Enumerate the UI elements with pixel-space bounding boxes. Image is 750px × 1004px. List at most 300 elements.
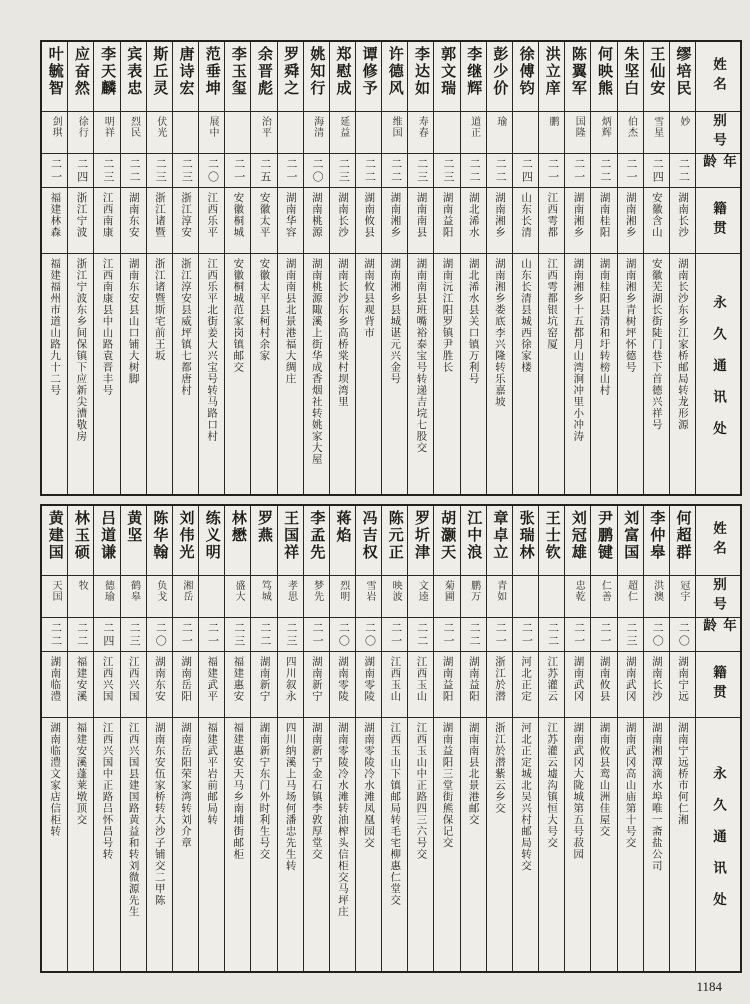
entry-native-place: 湖南益阳	[467, 656, 479, 702]
entry-age-cell	[173, 154, 198, 188]
entry-name: 缪培民	[674, 46, 691, 97]
entry-name: 张瑞林	[517, 510, 534, 561]
entry-alias-cell	[330, 112, 355, 154]
entry-age: 二三	[232, 622, 245, 648]
entry-address-cell	[513, 254, 538, 494]
entry-address: 江西乐平北街姜大兴宝号转马路口村	[206, 258, 218, 442]
entry-name: 李孟先	[308, 510, 325, 561]
entry-age-cell	[68, 618, 93, 652]
entry-native-place: 福建武平	[206, 656, 218, 702]
entry-alias-cell	[487, 112, 512, 154]
entry-name: 应奋然	[72, 46, 89, 97]
entry-alias-cell	[304, 576, 329, 618]
entry-age: 二一	[520, 622, 533, 648]
entry-name: 林懋	[229, 510, 246, 544]
entry-age-cell	[356, 618, 381, 652]
entry-alias-cell	[434, 112, 459, 154]
entry-age-cell	[199, 618, 224, 652]
entry-age-cell	[147, 618, 172, 652]
entry-native-place: 河北正定	[520, 656, 532, 702]
entry-alias-cell	[591, 112, 616, 154]
entry-name: 姚知行	[308, 46, 325, 97]
entry-age-cell	[225, 154, 250, 188]
entry-name-cell	[225, 42, 250, 112]
entry-native-cell	[618, 652, 643, 718]
entry-address-cell	[199, 254, 224, 494]
entry-alias: 文逵	[416, 580, 428, 602]
entry-address: 湖南益阳三堂街熊保记交	[441, 722, 453, 849]
entry-alias: 雪星	[651, 116, 663, 138]
entry-name: 刘伟光	[177, 510, 194, 561]
entry-alias-cell	[121, 112, 146, 154]
entry-age: 二一	[206, 622, 219, 648]
entry-age-cell	[68, 154, 93, 188]
directory-entry	[250, 42, 276, 494]
entry-native-cell	[330, 188, 355, 254]
entry-alias: 洪澳	[651, 580, 663, 602]
entry-native-cell	[591, 652, 616, 718]
entry-name: 冯吉权	[360, 510, 377, 561]
entry-name-cell	[330, 506, 355, 576]
entry-name: 谭修予	[360, 46, 377, 97]
entry-native-place: 湖南桃源	[310, 192, 322, 238]
entry-native-cell	[487, 652, 512, 718]
directory-entry	[538, 506, 564, 971]
entry-address: 浙江宁波东乡间保镇下应新尖漕敬房	[75, 258, 87, 442]
entry-alias-cell	[644, 112, 669, 154]
entry-alias-cell	[670, 576, 695, 618]
entry-address: 湖南宁远桥市何仁湘	[676, 722, 688, 826]
entry-native-cell	[644, 188, 669, 254]
entry-alias: 道正	[468, 116, 480, 138]
entry-native-place: 湖南攸县	[598, 656, 610, 702]
entry-alias: 牧	[76, 580, 88, 591]
entry-address: 安徽芜湖长街陡门巷下首德兴祥号	[650, 258, 662, 431]
entry-alias: 延益	[337, 116, 349, 138]
entry-name-cell	[591, 506, 616, 576]
entry-age-cell	[278, 618, 303, 652]
entry-native-cell	[513, 188, 538, 254]
entry-alias: 超仁	[625, 580, 637, 602]
entry-native-cell	[304, 652, 329, 718]
entry-native-place: 湖南南县	[415, 192, 427, 238]
header-alias: 别号	[696, 576, 740, 618]
entry-address-cell	[487, 718, 512, 971]
entry-age-cell	[487, 618, 512, 652]
directory-entry	[42, 506, 67, 971]
entry-address: 湖南武冈大陇城第五号菽园	[572, 722, 584, 860]
entry-native-place: 江西乐平	[206, 192, 218, 238]
entry-age-cell	[565, 618, 590, 652]
entry-name: 黄建国	[46, 510, 63, 561]
entry-alias-cell	[356, 576, 381, 618]
entry-alias-cell	[382, 576, 407, 618]
directory-entry	[303, 42, 329, 494]
entry-address-cell	[199, 718, 224, 971]
entry-native-place: 湖南桂阳	[598, 192, 610, 238]
entry-age-cell	[147, 154, 172, 188]
entry-alias-cell	[382, 112, 407, 154]
entry-name: 王仙安	[648, 46, 665, 97]
entry-age: 二二	[363, 158, 376, 184]
entry-alias-cell	[199, 576, 224, 618]
entry-native-place: 湖北浠水	[467, 192, 479, 238]
entry-alias: 雪岩	[363, 580, 375, 602]
entry-address-cell	[42, 254, 67, 494]
entry-alias-cell	[513, 576, 538, 618]
entry-name: 宾表忠	[125, 46, 142, 97]
directory-entry	[198, 42, 224, 494]
entry-alias-cell	[42, 576, 67, 618]
entry-native-place: 湖南湘乡	[572, 192, 584, 238]
entry-address-cell	[94, 254, 119, 494]
entry-age: 二一	[572, 622, 585, 648]
entry-age-cell	[251, 618, 276, 652]
entry-age-cell	[121, 618, 146, 652]
entry-native-place: 江西南康	[101, 192, 113, 238]
entry-native-place: 湖南临澧	[49, 656, 61, 702]
entry-age-cell	[356, 154, 381, 188]
entry-alias: 寿春	[416, 116, 428, 138]
directory-entry	[224, 506, 250, 971]
entry-name-cell	[173, 42, 198, 112]
entry-address-cell	[121, 254, 146, 494]
entry-name: 李仲皋	[648, 510, 665, 561]
entry-address: 湖南零陵冷水滩转油榨头信柜交马坪庄	[336, 722, 348, 918]
entry-name: 余晋彪	[256, 46, 273, 97]
directory-entry	[564, 42, 590, 494]
entry-age-cell	[408, 154, 433, 188]
entry-address-cell	[251, 254, 276, 494]
header-address: 永久通讯处	[711, 295, 726, 453]
entry-name: 蒋焰	[334, 510, 351, 544]
entry-alias-cell	[461, 112, 486, 154]
entry-name: 彭少价	[491, 46, 508, 97]
entry-age-cell	[618, 154, 643, 188]
entry-name: 朱坚白	[622, 46, 639, 97]
entry-address-cell	[304, 254, 329, 494]
directory-entry	[329, 42, 355, 494]
entry-alias-cell	[539, 112, 564, 154]
entry-address-cell	[591, 254, 616, 494]
entry-native-cell	[94, 652, 119, 718]
entry-name-cell	[539, 42, 564, 112]
entry-name: 范垂坤	[203, 46, 220, 97]
entry-address: 湖南湘乡十五都月山湾涧冲里小冲涛	[572, 258, 584, 442]
entry-name-cell	[461, 506, 486, 576]
entry-name-cell	[513, 42, 538, 112]
entry-name-cell	[591, 42, 616, 112]
entry-age: 二四	[75, 158, 88, 184]
entry-address-cell	[461, 254, 486, 494]
entry-native-cell	[670, 188, 695, 254]
entry-native-place: 湖南零陵	[363, 656, 375, 702]
entry-alias-cell	[225, 576, 250, 618]
entry-address: 浙江诸暨斯宅前王坂	[153, 258, 165, 362]
entry-alias-cell	[461, 576, 486, 618]
entry-name-cell	[618, 42, 643, 112]
entry-name-cell	[618, 506, 643, 576]
entry-native-cell	[644, 652, 669, 718]
entry-address: 湖南湘乡青树坪怀德号	[624, 258, 636, 373]
entry-name-cell	[42, 42, 67, 112]
entry-native-cell	[539, 652, 564, 718]
entry-name-cell	[251, 506, 276, 576]
directory-entry	[643, 42, 669, 494]
entry-name: 洪立庠	[543, 46, 560, 97]
entry-native-place: 湖南益阳	[441, 192, 453, 238]
entry-age: 二二	[468, 622, 481, 648]
entry-address: 安徽太平县柯村余家	[258, 258, 270, 362]
entry-age: 二〇	[311, 158, 324, 184]
entry-alias-cell	[94, 576, 119, 618]
entry-address-cell	[618, 254, 643, 494]
entry-alias: 负戈	[154, 580, 166, 602]
entry-name-cell	[304, 506, 329, 576]
entry-address-cell	[42, 718, 67, 971]
entry-name-cell	[356, 42, 381, 112]
entry-native-cell	[278, 652, 303, 718]
entry-name-cell	[644, 506, 669, 576]
directory-entry	[329, 506, 355, 971]
entry-name: 林玉硕	[72, 510, 89, 561]
directory-entry	[224, 42, 250, 494]
entry-alias-cell	[251, 112, 276, 154]
entry-age-cell	[304, 154, 329, 188]
entry-native-cell	[356, 188, 381, 254]
entry-native-cell	[121, 188, 146, 254]
entry-name: 何超群	[674, 510, 691, 561]
entry-native-cell	[68, 652, 93, 718]
scanned-page	[40, 40, 742, 995]
entry-age-cell	[330, 618, 355, 652]
entry-age: 二〇	[651, 622, 664, 648]
directory-entry	[538, 42, 564, 494]
directory-entry	[172, 506, 198, 971]
directory-entry	[617, 506, 643, 971]
entry-name-cell	[68, 506, 93, 576]
entry-address-cell	[121, 718, 146, 971]
entry-native-cell	[121, 652, 146, 718]
entry-address: 江苏灌云墟沟镇恒大号交	[546, 722, 558, 849]
entry-alias-cell	[487, 576, 512, 618]
entry-age: 二一	[572, 158, 585, 184]
entry-address-cell	[513, 718, 538, 971]
entry-alias-cell	[408, 112, 433, 154]
entry-alias: 国隆	[573, 116, 585, 138]
entry-native-cell	[251, 652, 276, 718]
entry-address: 江西南康县中山路袁晋丰号	[101, 258, 113, 396]
entry-address-cell	[68, 718, 93, 971]
entry-age: 二三	[625, 622, 638, 648]
entry-address: 湖南湘乡县城谌元兴金号	[389, 258, 401, 385]
entry-native-cell	[304, 188, 329, 254]
entry-age-cell	[670, 618, 695, 652]
entry-address: 江西兴国中正路吕怀昌号转	[101, 722, 113, 860]
entry-native-place: 安徽含山	[650, 192, 662, 238]
entry-name: 郑慰成	[334, 46, 351, 97]
entry-age: 二一	[546, 158, 559, 184]
entry-address: 湖南武冈高山庙第十号交	[624, 722, 636, 849]
directory-entry	[277, 506, 303, 971]
entry-native-cell	[434, 652, 459, 718]
entry-alias: 梦先	[311, 580, 323, 602]
entry-address: 湖南攸县鸾山洲佳屋交	[598, 722, 610, 837]
entry-age-cell	[173, 618, 198, 652]
entry-alias-cell	[68, 112, 93, 154]
entry-address-cell	[434, 254, 459, 494]
entry-alias: 剑琪	[50, 116, 62, 138]
entry-alias-cell	[330, 576, 355, 618]
directory-entry	[277, 42, 303, 494]
page-number: 1184	[696, 979, 722, 994]
entry-address: 湖南临澧文家店信柜转	[49, 722, 61, 837]
entry-address-cell	[565, 718, 590, 971]
entry-address: 福建惠安天马乡南埔街邮柜	[232, 722, 244, 860]
entry-alias: 瑜	[494, 116, 506, 127]
directory-entry	[433, 42, 459, 494]
entry-alias-cell	[94, 112, 119, 154]
entry-address: 湖南南县班嘴裕泰宝号转递吉垸七股交	[415, 258, 427, 454]
directory-entry	[590, 42, 616, 494]
entry-name: 江中浪	[465, 510, 482, 561]
entry-age: 二一	[232, 158, 245, 184]
directory-entry	[486, 42, 512, 494]
entry-age-cell	[618, 618, 643, 652]
entry-native-cell	[147, 188, 172, 254]
entry-age-cell	[225, 618, 250, 652]
entry-address: 湖南桃源陬溪上街华成香烟社转姚家大屋	[310, 258, 322, 465]
entry-native-cell	[278, 188, 303, 254]
entry-name-cell	[356, 506, 381, 576]
entry-alias: 仁善	[599, 580, 611, 602]
entry-native-cell	[199, 652, 224, 718]
entry-alias-cell	[618, 112, 643, 154]
entry-native-cell	[618, 188, 643, 254]
entry-native-place: 江西玉山	[415, 656, 427, 702]
entry-native-cell	[461, 652, 486, 718]
entry-name: 吕道谦	[99, 510, 116, 561]
entry-native-place: 江苏灌云	[546, 656, 558, 702]
entry-age-cell	[670, 154, 695, 188]
entry-address-cell	[251, 718, 276, 971]
entry-alias: 海清	[311, 116, 323, 138]
entry-alias: 德瑜	[102, 580, 114, 602]
entry-name-cell	[94, 42, 119, 112]
entry-name-cell	[513, 506, 538, 576]
entry-age: 二四	[651, 158, 664, 184]
entry-address-cell	[644, 718, 669, 971]
entry-age-cell	[539, 154, 564, 188]
header-column	[695, 42, 740, 494]
entry-age: 二二	[75, 622, 88, 648]
entry-name-cell	[565, 506, 590, 576]
entry-alias: 展中	[207, 116, 218, 138]
entry-age: 二〇	[154, 622, 167, 648]
entry-native-place: 四川叙永	[284, 656, 296, 702]
header-address: 永久通讯处	[711, 765, 726, 924]
entry-name-cell	[278, 42, 303, 112]
entry-alias-cell	[408, 576, 433, 618]
entry-age: 二〇	[206, 158, 219, 184]
entry-alias-cell	[225, 112, 250, 154]
directory-entry	[512, 506, 538, 971]
entry-name-cell	[565, 42, 590, 112]
entry-name: 刘富国	[622, 510, 639, 561]
entry-alias-cell	[147, 112, 172, 154]
entry-address: 浙江淳安县威坪镇七都唐村	[179, 258, 191, 396]
entry-name: 唐诗宏	[177, 46, 194, 97]
directory-entry	[512, 42, 538, 494]
entry-name: 李继辉	[465, 46, 482, 97]
entry-native-place: 湖南湘乡	[624, 192, 636, 238]
directory-entry	[590, 506, 616, 971]
entry-native-cell	[565, 652, 590, 718]
entry-native-cell	[147, 652, 172, 718]
entry-native-cell	[199, 188, 224, 254]
entry-native-cell	[225, 652, 250, 718]
entry-name-cell	[644, 42, 669, 112]
entry-address: 安徽桐城范家岗镇邮交	[232, 258, 244, 373]
entry-native-place: 湖南武冈	[624, 656, 636, 702]
entry-age-cell	[94, 618, 119, 652]
entry-address-cell	[408, 718, 433, 971]
directory-table-top	[40, 40, 742, 496]
entry-name-cell	[408, 42, 433, 112]
directory-entry	[198, 506, 224, 971]
entry-native-cell	[565, 188, 590, 254]
entry-age: 二二	[468, 158, 481, 184]
entry-age: 二〇	[677, 622, 690, 648]
entry-age: 二一	[598, 622, 611, 648]
directory-entry	[303, 506, 329, 971]
entry-native-place: 福建林森	[49, 192, 61, 238]
entry-address: 福建安溪蓬莱墩顶交	[75, 722, 87, 826]
entry-name: 陈华翰	[151, 510, 168, 561]
entry-age: 二〇	[337, 622, 350, 648]
entry-name-cell	[251, 42, 276, 112]
entry-age-cell	[121, 154, 146, 188]
entry-age-cell	[644, 154, 669, 188]
entry-address: 湖南零陵冷水滩凤凰园交	[363, 722, 375, 849]
entry-address: 湖南长沙东乡高桥棠村坝湾里	[336, 258, 348, 408]
entry-alias-cell	[42, 112, 67, 154]
entry-alias-cell	[251, 576, 276, 618]
directory-entry	[486, 506, 512, 971]
entry-native-cell	[591, 188, 616, 254]
entry-alias-cell	[68, 576, 93, 618]
entry-address: 浙江於潜紫云乡交	[493, 722, 505, 814]
entry-address-cell	[356, 718, 381, 971]
entry-name-cell	[42, 506, 67, 576]
entry-address-cell	[565, 254, 590, 494]
entry-age: 二五	[258, 158, 271, 184]
entry-native-place: 江西玉山	[389, 656, 401, 702]
entry-age: 二三	[337, 158, 350, 184]
entry-native-cell	[68, 188, 93, 254]
entry-address: 湖南岳阳荣家湾转刘介章	[179, 722, 191, 849]
directory-entry	[669, 42, 695, 494]
entry-native-cell	[513, 652, 538, 718]
entry-alias: 治平	[259, 116, 271, 138]
entry-alias-cell	[278, 112, 303, 154]
entry-alias-cell	[591, 576, 616, 618]
entry-address-cell	[225, 718, 250, 971]
directory-entry	[381, 506, 407, 971]
entry-native-cell	[434, 188, 459, 254]
entry-address-cell	[487, 254, 512, 494]
entry-age: 二二	[494, 158, 507, 184]
